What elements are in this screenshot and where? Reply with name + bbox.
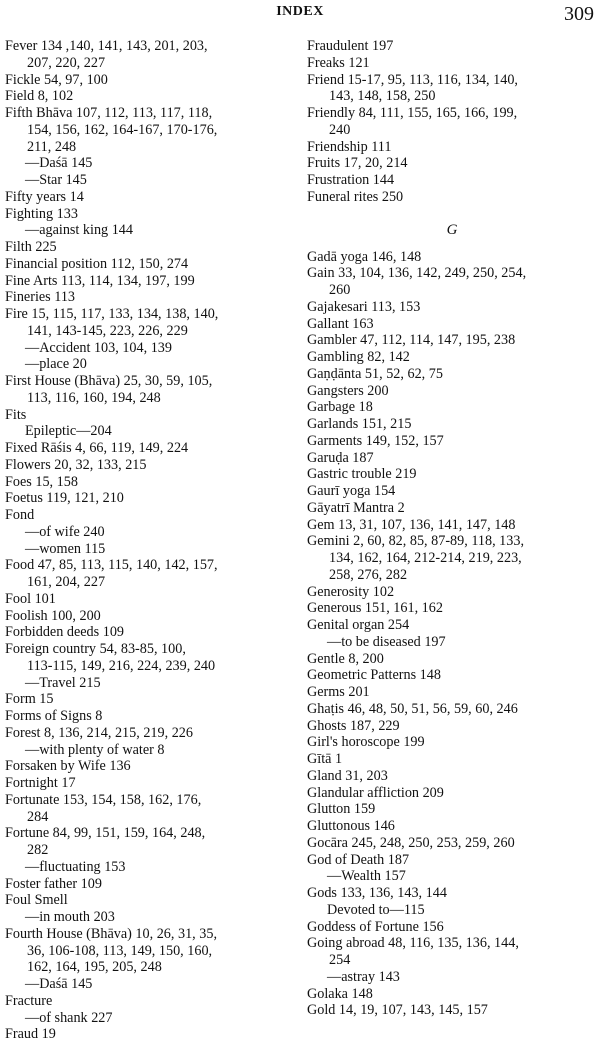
index-entry: Fraud 19 — [5, 1026, 56, 1043]
index-entry: Fraudulent 197 — [307, 38, 394, 54]
index-entry: Gāyatrī Mantra 2 — [307, 499, 405, 516]
index-entry: Gaurī yoga 154 — [307, 483, 396, 499]
index-subentry: 36, 106-108, 113, 149, 150, 160, — [27, 942, 213, 959]
index-entry: Garuḍa 187 — [307, 449, 374, 466]
index-group-f-continued — [307, 38, 597, 206]
index-subentry: 240 — [329, 121, 351, 138]
index-entry: Ghosts 187, 229 — [307, 717, 400, 734]
index-subentry: —women 115 — [25, 540, 106, 557]
index-entry: Financial position 112, 150, 274 — [5, 255, 189, 272]
index-entry: Fortnight 17 — [5, 775, 76, 791]
index-subentry: —of shank 227 — [25, 1009, 113, 1026]
index-subentry: 141, 143-145, 223, 226, 229 — [27, 322, 188, 339]
index-entry: Fortunate 153, 154, 158, 162, 176, — [5, 791, 202, 808]
index-subentry: 113, 116, 160, 194, 248 — [27, 389, 161, 406]
index-entry: Gland 31, 203 — [307, 767, 388, 784]
index-subentry: —place 20 — [25, 356, 87, 373]
index-subentry: —to be diseased 197 — [327, 633, 446, 650]
index-subentry: 282 — [27, 842, 49, 858]
index-entry: Fire 15, 115, 117, 133, 134, 138, 140, — [5, 306, 219, 322]
page-title: INDEX — [276, 4, 324, 19]
index-entry: Golaka 148 — [307, 985, 373, 1002]
index-entry: Gain 33, 104, 136, 142, 249, 250, 254, — [307, 265, 527, 282]
index-entry: Filth 225 — [5, 239, 57, 255]
index-group-g — [307, 249, 597, 1020]
index-entry: Gold 14, 19, 107, 143, 145, 157 — [307, 1002, 488, 1019]
index-entry: Foolish 100, 200 — [5, 607, 101, 624]
index-subentry: 284 — [27, 808, 49, 825]
index-entry: Gītā 1 — [307, 751, 343, 767]
index-entry: Gastric trouble 219 — [307, 466, 417, 483]
index-entry: Friendship 111 — [307, 138, 392, 155]
index-subentry: 134, 162, 164, 212-214, 219, 223, — [329, 550, 522, 566]
index-entry: Food 47, 85, 113, 115, 140, 142, 157, — [5, 557, 218, 574]
index-entry: Garments 149, 152, 157 — [307, 432, 444, 449]
index-entry: Gajakesari 113, 153 — [307, 298, 421, 315]
index-entry: Gemini 2, 60, 82, 85, 87-89, 118, 133, — [307, 533, 525, 550]
index-entry: Germs 201 — [307, 684, 370, 700]
index-entry: Garbage 18 — [307, 399, 373, 416]
index-entry: Fifty years 14 — [5, 188, 84, 205]
index-subentry: 143, 148, 158, 250 — [329, 88, 436, 105]
index-entry: Fool 101 — [5, 590, 56, 607]
index-subentry: Epileptic—204 — [25, 423, 112, 440]
page-number: 309 — [564, 3, 594, 25]
index-entry: Gocāra 245, 248, 250, 253, 259, 260 — [307, 834, 515, 851]
index-entry: Fracture — [5, 992, 53, 1009]
index-entry: Gambler 47, 112, 114, 147, 195, 238 — [307, 332, 516, 349]
index-entry: Forest 8, 136, 214, 215, 219, 226 — [5, 724, 193, 741]
index-column-right — [307, 38, 597, 1019]
index-entry: Goddess of Fortune 156 — [307, 918, 444, 935]
index-subentry: —Daśā 145 — [25, 155, 93, 172]
index-subentry: —of wife 240 — [25, 523, 105, 540]
index-entry: Gadā yoga 146, 148 — [307, 248, 422, 265]
index-entry: Fits — [5, 406, 27, 423]
index-entry: Going abroad 48, 116, 135, 136, 144, — [307, 935, 519, 952]
index-entry: Fickle 54, 97, 100 — [5, 71, 108, 88]
index-entry: Foul Smell — [5, 892, 68, 909]
index-entry: Flowers 20, 32, 133, 215 — [5, 456, 147, 473]
index-subentry: 260 — [329, 282, 351, 298]
index-subentry: 211, 248 — [27, 138, 77, 155]
index-entry: Fine Arts 113, 114, 134, 197, 199 — [5, 272, 195, 289]
index-subentry: —Daśā 145 — [25, 976, 93, 992]
index-entry: Forms of Signs 8 — [5, 708, 103, 724]
index-entry: Fruits 17, 20, 214 — [307, 155, 408, 172]
index-entry: Forbidden deeds 109 — [5, 624, 125, 641]
index-entry: Geometric Patterns 148 — [307, 667, 441, 684]
index-entry: Friend 15-17, 95, 113, 116, 134, 140, — [307, 71, 518, 88]
index-subentry: 207, 220, 227 — [27, 54, 106, 71]
index-entry: Generosity 102 — [307, 583, 395, 600]
index-entry: Fever 134 ,140, 141, 143, 201, 203, — [5, 38, 208, 54]
index-entry: Gods 133, 136, 143, 144 — [307, 885, 447, 901]
index-entry: Foetus 119, 121, 210 — [5, 490, 124, 507]
index-entry: Garlands 151, 215 — [307, 416, 412, 432]
index-entry: Frustration 144 — [307, 172, 395, 188]
index-subentry: 258, 276, 282 — [329, 566, 408, 583]
section-letter: G — [446, 221, 458, 238]
index-subentry: —with plenty of water 8 — [25, 741, 165, 758]
index-entry: Forsaken by Wife 136 — [5, 758, 131, 775]
index-entry: Gaṇḍānta 51, 52, 62, 75 — [307, 365, 443, 382]
index-entry: Gluttonous 146 — [307, 818, 395, 834]
index-entry: Genital organ 254 — [307, 617, 410, 633]
index-entry: Gem 13, 31, 107, 136, 141, 147, 148 — [307, 516, 516, 533]
index-entry: Fourth House (Bhāva) 10, 26, 31, 35, — [5, 925, 218, 942]
index-entry: Funeral rites 250 — [307, 188, 404, 205]
index-subentry: 161, 204, 227 — [27, 574, 106, 590]
index-entry: Field 8, 102 — [5, 88, 74, 105]
index-subentry: —fluctuating 153 — [25, 858, 126, 875]
index-entry: Fixed Rāśis 4, 66, 119, 149, 224 — [5, 440, 189, 456]
index-entry: Foreign country 54, 83-85, 100, — [5, 641, 186, 657]
index-entry: Fineries 113 — [5, 289, 76, 306]
index-subentry: —Accident 103, 104, 139 — [25, 339, 172, 356]
index-entry: Ghaṭis 46, 48, 50, 51, 56, 59, 60, 246 — [307, 700, 518, 717]
index-entry: Foes 15, 158 — [5, 473, 78, 490]
index-entry: Fond — [5, 507, 35, 523]
index-subentry: 113-115, 149, 216, 224, 239, 240 — [27, 657, 216, 674]
index-subentry: 154, 156, 162, 164-167, 170-176, — [27, 121, 218, 138]
index-subentry: 162, 164, 195, 205, 248 — [27, 959, 162, 976]
index-entry: Form 15 — [5, 691, 54, 708]
index-entry: Friendly 84, 111, 155, 165, 166, 199, — [307, 105, 518, 121]
index-entry: Generous 151, 161, 162 — [307, 600, 443, 617]
index-entry: Glandular affliction 209 — [307, 784, 444, 801]
index-subentry: —against king 144 — [25, 222, 133, 239]
index-entry: Gangsters 200 — [307, 382, 389, 399]
index-subentry: —astray 143 — [327, 968, 400, 985]
index-entry: Foster father 109 — [5, 875, 102, 892]
index-entry: Fighting 133 — [5, 205, 78, 222]
index-subentry: —Travel 215 — [25, 674, 101, 691]
index-subentry: —Star 145 — [25, 172, 87, 188]
index-subentry: 254 — [329, 952, 351, 968]
index-entry: Gallant 163 — [307, 315, 374, 332]
index-column-left — [5, 38, 297, 1043]
index-entry: God of Death 187 — [307, 851, 410, 868]
index-subentry: —Wealth 157 — [327, 868, 406, 885]
index-entry: Fortune 84, 99, 151, 159, 164, 248, — [5, 825, 206, 842]
index-entry: Freaks 121 — [307, 54, 370, 71]
index-entry: Glutton 159 — [307, 801, 376, 818]
index-entry: First House (Bhāva) 25, 30, 59, 105, — [5, 373, 213, 389]
index-entry: Gambling 82, 142 — [307, 349, 410, 365]
index-entry: Fifth Bhāva 107, 112, 113, 117, 118, — [5, 105, 213, 121]
index-entry: Gentle 8, 200 — [307, 650, 384, 667]
index-subentry: —in mouth 203 — [25, 909, 115, 925]
index-entry: Girl's horoscope 199 — [307, 734, 425, 751]
index-subentry: Devoted to—115 — [327, 901, 425, 918]
